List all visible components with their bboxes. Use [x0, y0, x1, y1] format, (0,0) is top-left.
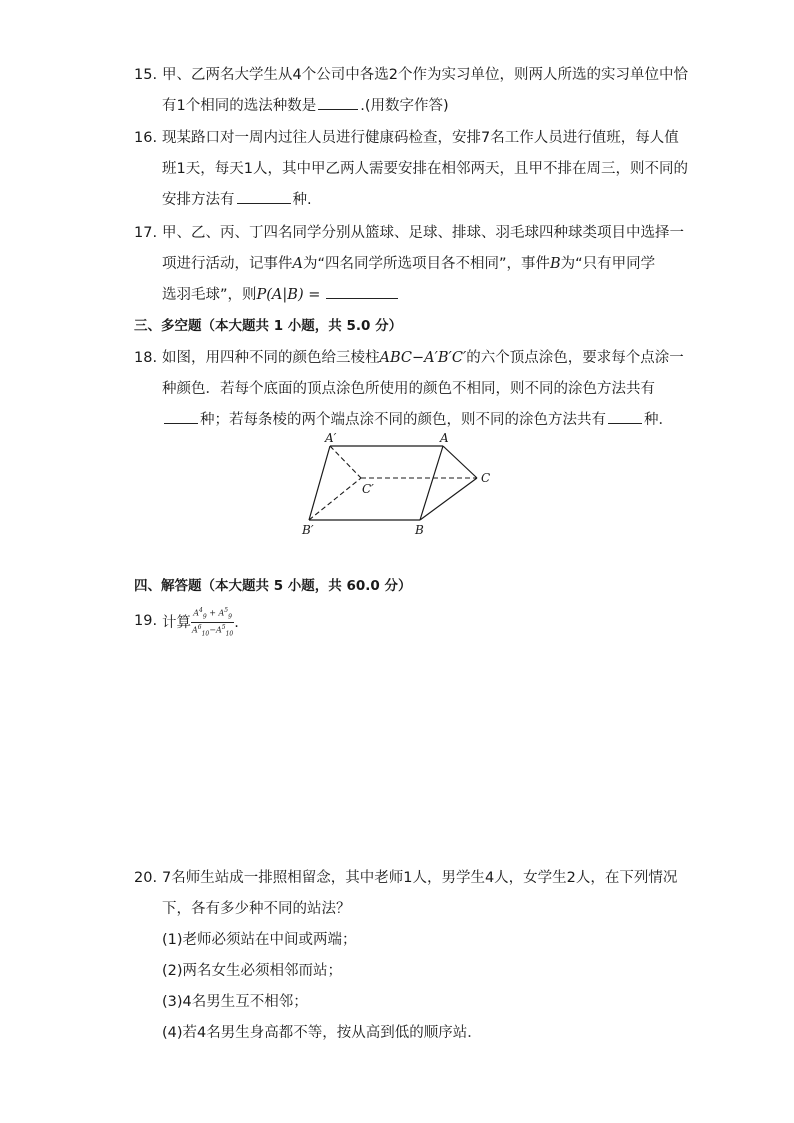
question-20: [134, 863, 694, 1049]
vertex-label-b: B: [415, 523, 424, 537]
question-number: 15.: [134, 67, 158, 83]
question-line: 现某路口对一周内过往人员进行健康码检查，安排7名工作人员进行值班，每人值: [162, 130, 679, 146]
edge-b-prime-c-prime-hidden: [309, 478, 361, 520]
answer-blank[interactable]: [326, 283, 398, 299]
question-number: 20.: [134, 870, 158, 886]
event-b: B: [550, 256, 561, 272]
answer-blank-1[interactable]: [164, 408, 198, 424]
sub-question: (3)4名男生互不相邻；: [162, 994, 308, 1010]
edge-a-prime-b-prime: [309, 446, 330, 520]
fraction-expression: $\frac{A^4_9 + A^5_9}{A^6_{10}-A^5_{10}}$: [192, 607, 234, 638]
sub-question: (4)若4名男生身高都不等，按从高到低的顺序站．: [162, 1025, 482, 1041]
question-line: 7名师生站成一排照相留念，其中老师1人，男学生4人，女学生2人，在下列情况: [162, 870, 678, 886]
question-line: 下，各有多少种不同的站法？: [162, 901, 351, 917]
edge-b-c: [420, 478, 477, 520]
question-number: 16.: [134, 130, 158, 146]
probability-expression: P(A|B) =: [256, 287, 321, 303]
question-line: 甲、乙两名大学生从4个公司中各选2个作为实习单位，则两人所选的实习单位中恰: [162, 67, 688, 83]
question-18: [134, 343, 694, 436]
question-line: 种；若每条棱的两个端点涂不同的颜色，则不同的涂色方法共有 种．: [162, 405, 694, 436]
event-a: A: [292, 256, 303, 272]
edge-a-b: [420, 446, 443, 520]
question-line: 种颜色．若每个底面的顶点涂色所使用的颜色不相同，则不同的涂色方法共有: [162, 381, 655, 397]
sub-question: (1)老师必须站在中间或两端；: [162, 932, 357, 948]
question-line: 如图，用四种不同的颜色给三棱柱ABC−A′B′C′的六个顶点涂色，要求每个点涂一: [162, 350, 684, 366]
question-line: 甲、乙、丙、丁四名同学分别从篮球、足球、排球、羽毛球四种球类项目中选择一: [162, 225, 684, 241]
answer-blank-2[interactable]: [608, 408, 642, 424]
answer-blank[interactable]: [237, 188, 291, 204]
section-heading: 三、多空题（本大题共 1 小题，共 5.0 分）: [134, 318, 403, 334]
vertex-label-c: C: [481, 471, 491, 485]
question-19: 19. 计算 $\frac{A^4_9 + A^5_9}{A^6_{10}-A^5_{10}}$ .: [134, 607, 239, 638]
vertex-label-a: A: [440, 431, 449, 445]
question-16: [134, 123, 694, 216]
question-17: [134, 218, 694, 311]
vertex-label-b-prime: B′: [302, 523, 314, 537]
question-line: 有1个相同的选法种数是 .(用数字作答): [162, 91, 694, 122]
question-line: 安排方法有 种.: [162, 185, 694, 216]
section-heading: 四、解答题（本大题共 5 小题，共 60.0 分）: [134, 578, 412, 594]
sub-question: (2)两名女生必须相邻而站；: [162, 963, 343, 979]
edge-a-prime-c-prime-hidden: [330, 446, 361, 478]
question-line: 班1天，每天1人，其中甲乙两人需要安排在相邻两天，且甲不排在周三，则不同的: [162, 161, 688, 177]
answer-blank[interactable]: [318, 94, 358, 110]
edge-a-c: [443, 446, 477, 478]
vertex-label-a-prime: A′: [325, 431, 337, 445]
question-line: 选羽毛球”，则P(A|B) =: [162, 280, 694, 311]
question-number: 17.: [134, 225, 158, 241]
question-15: [134, 60, 694, 122]
question-number: 19.: [134, 613, 158, 629]
prism-figure: [295, 430, 505, 540]
question-number: 18.: [134, 350, 158, 366]
question-line: 项进行活动，记事件A为“四名同学所选项目各不相同”，事件B为“只有甲同学: [162, 256, 656, 272]
prism-expression: ABC−A′B′C′: [379, 350, 467, 366]
vertex-label-c-prime: C′: [362, 482, 374, 496]
